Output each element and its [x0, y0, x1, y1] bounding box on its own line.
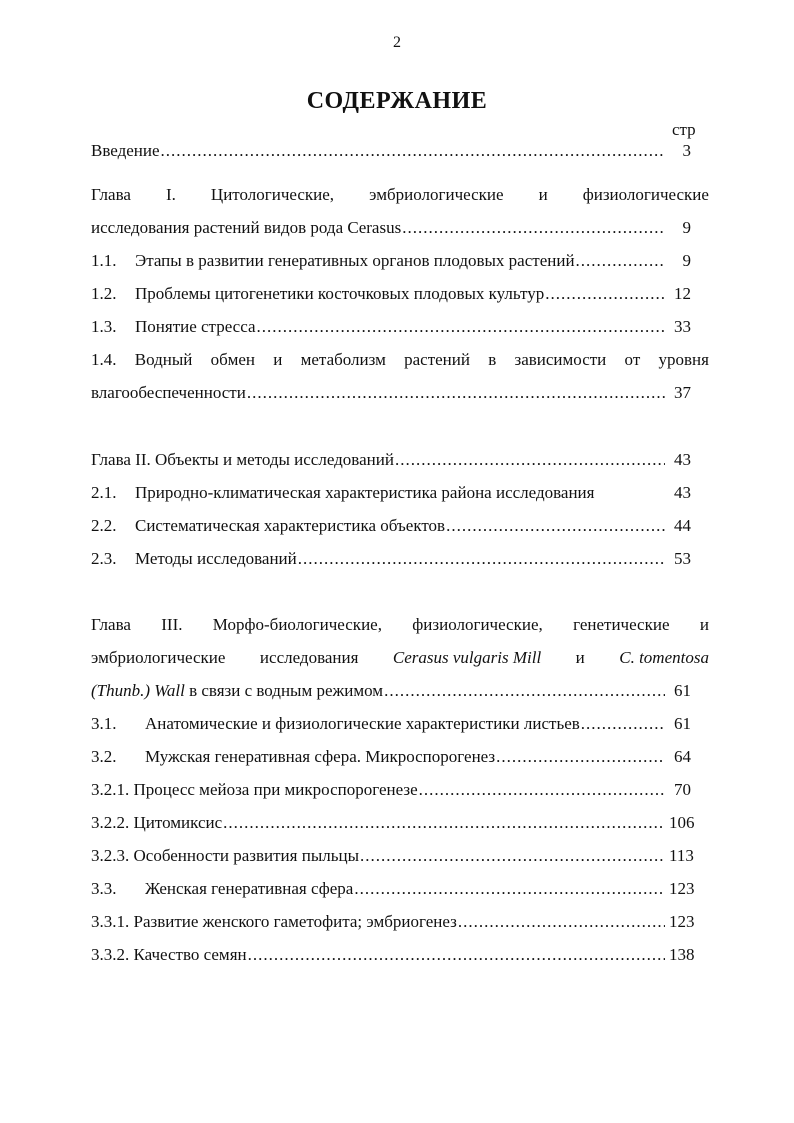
- word: Цитологические,: [210, 185, 335, 204]
- toc-entry-number: 2.3.: [91, 549, 117, 568]
- toc-entry-number: 3.3.1.: [91, 912, 130, 931]
- page-number: 2: [393, 34, 401, 51]
- toc-entry-page: 43: [674, 483, 691, 502]
- toc-entry-page: 33: [674, 317, 691, 336]
- word: Морфо-биологические,: [212, 615, 382, 634]
- word: физиологические,: [412, 615, 543, 634]
- toc-entry-3-3-2[interactable]: [91, 944, 709, 966]
- toc-entry-page: 61: [674, 714, 691, 733]
- toc-entry-page: 123: [669, 879, 695, 898]
- toc-entry-page: 43: [674, 450, 691, 469]
- leader-dots: [576, 250, 665, 272]
- toc-entry-3-2[interactable]: [91, 746, 709, 768]
- toc-entry-page: 37: [674, 383, 691, 402]
- word: от: [624, 350, 641, 369]
- toc-chapter-1-line-2[interactable]: [91, 217, 709, 239]
- toc-entry-3-2-3[interactable]: [91, 845, 709, 867]
- toc-entry-label: в связи с водным режимом: [184, 681, 384, 700]
- word: метаболизм: [300, 350, 386, 369]
- toc-entry-page: 64: [674, 747, 691, 766]
- word: эмбриологические: [91, 648, 226, 667]
- toc-entry-2-3[interactable]: [91, 548, 709, 570]
- toc-entry-number: 1.4.: [91, 350, 117, 369]
- word: и: [538, 185, 548, 204]
- toc-entry-label: Глава II. Объекты и методы исследований: [91, 450, 394, 469]
- toc-entry-label: Проблемы цитогенетики косточковых плодовых культур: [135, 284, 545, 303]
- toc-chapter-1-line-1[interactable]: [91, 184, 709, 206]
- toc-entry-page: 70: [674, 780, 691, 799]
- word: I.: [165, 185, 176, 204]
- toc-entry-3-3[interactable]: [91, 878, 709, 900]
- toc-entry-3-3-1[interactable]: [91, 911, 709, 933]
- leader-dots: [545, 283, 665, 305]
- toc-entry-page: 53: [674, 549, 691, 568]
- word: в: [488, 350, 497, 369]
- toc-entry-intro[interactable]: [91, 140, 709, 162]
- toc-entry-1-1[interactable]: [91, 250, 709, 272]
- species-name: C. tomentosa: [619, 648, 709, 667]
- word: физиологические: [582, 185, 709, 204]
- toc-entry-label: Систематическая характеристика объектов: [135, 516, 446, 535]
- toc-entry-label: Введение: [91, 141, 160, 160]
- toc-entry-number: 2.2.: [91, 516, 117, 535]
- toc-entry-page: 113: [669, 846, 694, 865]
- toc-entry-number: 3.3.: [91, 879, 117, 898]
- word: обмен: [210, 350, 256, 369]
- toc-entry-1-4-line-2[interactable]: [91, 382, 709, 404]
- page-column-label: стр: [672, 120, 696, 139]
- toc-chapter-2[interactable]: [91, 449, 709, 471]
- leader-dots: [419, 779, 665, 801]
- toc-entry-page: 123: [669, 912, 695, 931]
- leader-dots: [161, 140, 665, 162]
- toc-entry-1-3[interactable]: [91, 316, 709, 338]
- leader-dots: [446, 515, 665, 537]
- word: эмбриологические: [369, 185, 504, 204]
- toc-entry-label: Анатомические и физиологические характеристики листьев: [145, 714, 580, 733]
- leader-dots: [384, 680, 665, 702]
- leader-dots: [581, 713, 665, 735]
- leader-dots: [223, 812, 665, 834]
- toc-entry-label: Развитие женского гаметофита; эмбриогенез: [133, 912, 457, 931]
- toc-entry-label: Качество семян: [133, 945, 247, 964]
- toc-chapter-3-line-3[interactable]: [91, 680, 709, 702]
- toc-entry-label: Цитомиксис: [133, 813, 223, 832]
- species-name: Cerasus vulgaris Mill: [392, 648, 542, 667]
- toc-entry-label: исследования растений видов рода Cerasus: [91, 218, 402, 237]
- word: III.: [161, 615, 183, 634]
- toc-entry-label: Процесс мейоза при микроспорогенезе: [133, 780, 418, 799]
- toc-chapter-3-line-1[interactable]: [91, 614, 709, 636]
- leader-dots: [458, 911, 665, 933]
- toc-entry-label: Природно-климатическая характеристика района исследования: [135, 483, 595, 502]
- word: и: [575, 648, 585, 667]
- toc-entry-number: 1.1.: [91, 251, 117, 270]
- leader-dots: [402, 217, 665, 239]
- word: генетические: [573, 615, 670, 634]
- word: и: [273, 350, 283, 369]
- leader-dots: [298, 548, 665, 570]
- toc-entry-1-4-line-1[interactable]: [91, 349, 709, 371]
- word: уровня: [658, 350, 709, 369]
- leader-dots: [354, 878, 665, 900]
- word: и: [699, 615, 709, 634]
- toc-entry-number: 3.2.2.: [91, 813, 130, 832]
- toc-entry-3-2-2[interactable]: [91, 812, 709, 834]
- leader-dots: [496, 746, 665, 768]
- toc-entry-number: 1.2.: [91, 284, 117, 303]
- toc-entry-page: 44: [674, 516, 691, 535]
- toc-entry-3-1[interactable]: [91, 713, 709, 735]
- leader-dots: [248, 944, 665, 966]
- word: исследования: [259, 648, 359, 667]
- word: Глава: [91, 185, 131, 204]
- toc-entry-label: Мужская генеративная сфера. Микроспорогенез: [145, 747, 496, 766]
- page-title: СОДЕРЖАНИЕ: [306, 88, 488, 114]
- toc-entry-page: 9: [682, 251, 691, 270]
- toc-entry-label: Женская генеративная сфера: [145, 879, 354, 898]
- leader-dots: [395, 449, 665, 471]
- leader-dots: [360, 845, 665, 867]
- toc-entry-label: влагообеспеченности: [91, 383, 246, 402]
- toc-entry-2-2[interactable]: [91, 515, 709, 537]
- toc-entry-number: 3.2.1.: [91, 780, 130, 799]
- leader-dots: [247, 382, 665, 404]
- word: Глава: [91, 615, 131, 634]
- toc-entry-label: Особенности развития пыльцы: [133, 846, 359, 865]
- toc-entry-3-2-1[interactable]: [91, 779, 709, 801]
- toc-entry-label: Понятие стресса: [135, 317, 256, 336]
- word: зависимости: [514, 350, 607, 369]
- toc-entry-page: 12: [674, 284, 691, 303]
- toc-chapter-3-line-2[interactable]: [91, 647, 709, 669]
- toc-entry-number: 3.3.2.: [91, 945, 130, 964]
- toc-entry-page: 138: [669, 945, 695, 964]
- toc-entry-page: 61: [674, 681, 691, 700]
- toc-entry-2-1[interactable]: [91, 482, 709, 504]
- toc-entry-number: 3.2.: [91, 747, 117, 766]
- toc-entry-1-2[interactable]: [91, 283, 709, 305]
- species-author: (Thunb.) Wall: [91, 681, 185, 700]
- word: растений: [404, 350, 470, 369]
- toc-entry-number: 2.1.: [91, 483, 117, 502]
- toc-entry-number: 3.1.: [91, 714, 117, 733]
- toc-entry-label: Этапы в развитии генеративных органов плодовых растений: [135, 251, 575, 270]
- toc-entry-number: 3.2.3.: [91, 846, 130, 865]
- toc-entry-page: 106: [669, 813, 695, 832]
- toc-entry-page: 3: [682, 141, 691, 160]
- toc-entry-label: Методы исследований: [135, 549, 297, 568]
- leader-dots: [257, 316, 665, 338]
- word: Водный: [134, 350, 193, 369]
- toc-entry-page: 9: [682, 218, 691, 237]
- toc-entry-number: 1.3.: [91, 317, 117, 336]
